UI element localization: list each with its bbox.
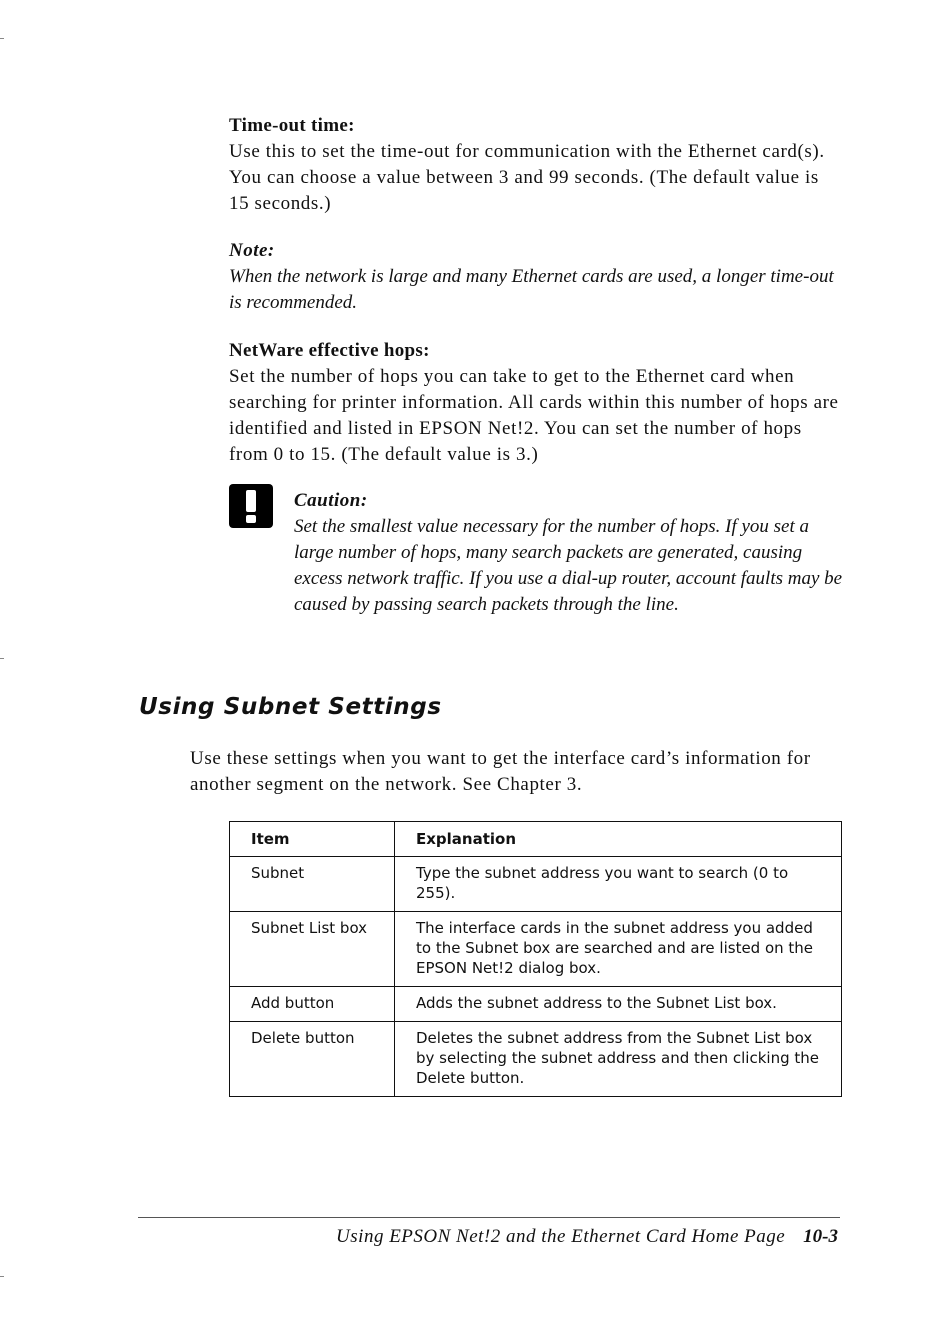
- timeout-label: Time-out time:: [229, 115, 355, 136]
- crop-mark: [0, 1276, 4, 1277]
- table-row: [230, 857, 842, 912]
- footer-divider: [138, 1217, 840, 1218]
- section-heading: Using Subnet Settings: [139, 694, 442, 720]
- table-cell-item: Delete button: [230, 1022, 395, 1097]
- timeout-text: Use this to set the time-out for communication with the Ethernet card(s). You can choose a value between 3 and 99 seconds. (The default value is 15 seconds.): [229, 141, 825, 214]
- table-header-row: [230, 822, 842, 857]
- hops-text: Set the number of hops you can take to get to the Ethernet card when searching for printer information. All cards within this number of hops are identified and listed in EPSON Net!2. You can set the number of hops from 0 to 15. (The default value is 3.): [229, 366, 839, 465]
- caution-section: [294, 488, 844, 618]
- table-row: [230, 987, 842, 1022]
- hops-label: NetWare effective hops:: [229, 340, 430, 361]
- table-header-explanation: Explanation: [395, 822, 842, 857]
- table-cell-item: Add button: [230, 987, 395, 1022]
- table-cell-item: Subnet: [230, 857, 395, 912]
- note-section: [229, 238, 844, 316]
- caution-text: Set the smallest value necessary for the number of hops. If you set a large number of hops, many search packets are generated, causing excess network traffic. If you use a dial-up router, account faults may be caused by passing search packets through the line.: [294, 516, 843, 615]
- table-header-item: Item: [230, 822, 395, 857]
- page-number: 10-3: [803, 1226, 838, 1247]
- timeout-section: [229, 113, 844, 217]
- note-text: When the network is large and many Ethernet cards are used, a longer time-out is recommended.: [229, 266, 834, 313]
- footer-title: Using EPSON Net!2 and the Ethernet Card Home Page: [336, 1226, 786, 1247]
- table-cell-explanation: Type the subnet address you want to search (0 to 255).: [395, 857, 842, 912]
- page-footer: [336, 1224, 838, 1250]
- caution-label: Caution:: [294, 490, 368, 511]
- section-intro: Use these settings when you want to get the interface card’s information for another segment on the network. See Chapter 3.: [190, 748, 811, 795]
- table-cell-explanation: Deletes the subnet address from the Subnet List box by selecting the subnet address and then clicking the Delete button.: [395, 1022, 842, 1097]
- table-cell-item: Subnet List box: [230, 912, 395, 987]
- table-row: [230, 1022, 842, 1097]
- hops-section: [229, 338, 844, 468]
- subnet-settings-table: [229, 821, 842, 1097]
- note-label: Note:: [229, 240, 275, 261]
- crop-mark: [0, 38, 4, 39]
- exclamation-icon: [229, 484, 273, 528]
- table-cell-explanation: The interface cards in the subnet address you added to the Subnet box are searched and are listed on the EPSON Net!2 dialog box.: [395, 912, 842, 987]
- crop-mark: [0, 658, 4, 659]
- table-row: [230, 912, 842, 987]
- table-cell-explanation: Adds the subnet address to the Subnet List box.: [395, 987, 842, 1022]
